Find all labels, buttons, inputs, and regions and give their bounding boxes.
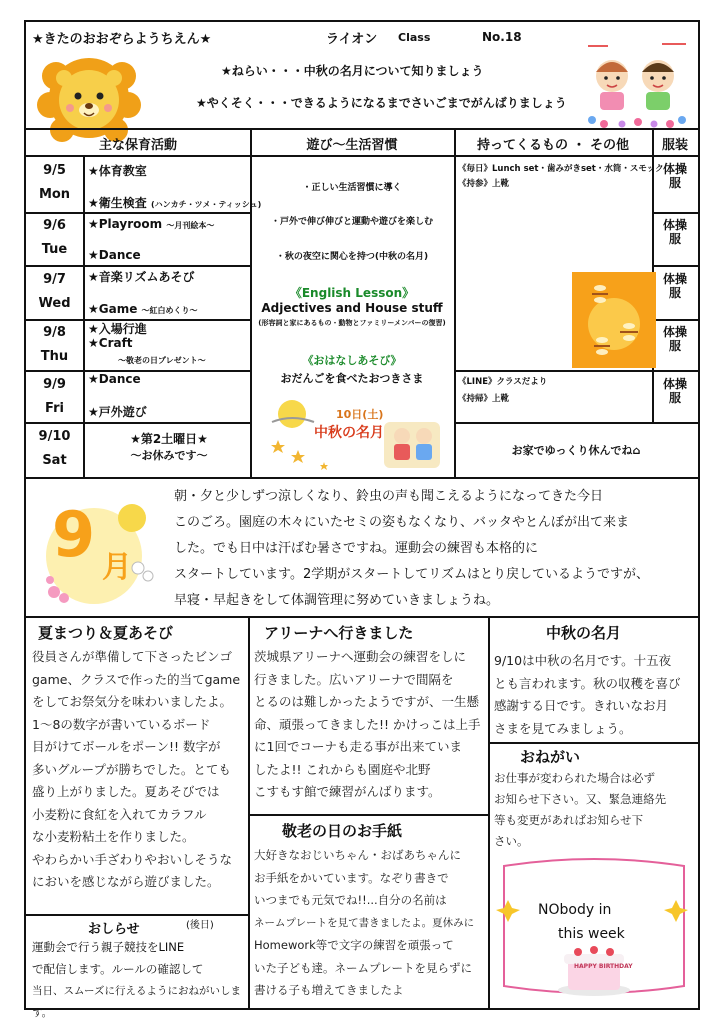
activity-mon-1: ★体育教室 [88, 164, 147, 178]
habit-1: ・正しい生活習慣に導く [302, 183, 402, 193]
school-name: ★きたのおおぞらようちえん★ [32, 32, 212, 47]
cake-text: HAPPY BIRTHDAY [574, 963, 633, 970]
clothes-fri: 体操服 [662, 377, 687, 405]
moon-section-text: 9/10は中秋の名月です。十五夜 とも言われます。秋の収穫を喜び 感謝する日です。きれいなお月 さまを見てみましょう。 [494, 653, 681, 736]
activity-tue-2: ★Dance [88, 248, 141, 262]
moon-date: 10日(土) [336, 408, 384, 421]
activity-fri-2: ★戸外遊び [88, 405, 147, 419]
activity-thu-1: ★入場行進 [88, 322, 147, 336]
belongings-fri-1: 《LINE》クラスだより [458, 377, 548, 387]
english-lesson-note: (形容詞と家にあるもの・動物とファミリーメンバーの復習) [258, 319, 446, 327]
day-cell-tue: 9/6 Tue [41, 218, 68, 257]
arena-text: 茨城県アリーナへ運動会の練習をしに 行きました。広いアリーナで間隔を とるのは難しかったようですが、一生懸 命、頑張ってきました!! かけっこは上手 に1回でコーナも走る事が出来ていま したよ!! これからも園庭や北野 こすもす館で練習がんばります。 [254, 649, 481, 799]
notice-tag: (後日) [186, 920, 214, 931]
activity-wed-1: ★音楽リズムあそび [88, 270, 195, 284]
notice-text: 運動会で行う親子競技をLINE で配信します。ルールの確認して 当日、スムーズに行えるようにおねがいします。 [32, 940, 241, 1019]
english-lesson-topic: Adjectives and House stuff [261, 301, 443, 315]
day-cell-mon: 9/5 Mon [38, 163, 71, 202]
notice-title: おしらせ [88, 922, 140, 937]
day-cell-wed: 9/7 Wed [38, 272, 71, 311]
activity-thu-2-note: ～敬老の日プレゼント～ [118, 356, 206, 365]
belongings-mon-1: 《毎日》Lunch set・歯みがきset・水筒・スモック [458, 164, 664, 174]
clothes-thu: 体操服 [662, 325, 687, 353]
aim-text: ★ねらい・・・中秋の名月について知りましょう [221, 64, 484, 78]
header-main-activities: 主な保育活動 [98, 138, 177, 153]
activity-sat: ★第2土曜日★ ～お休みです～ [130, 432, 208, 462]
activity-mon-2: ★衛生検査 (ハンカチ・ツメ・ティッシュ) [88, 196, 262, 210]
table-header-line [26, 155, 698, 157]
september-message: 朝・夕と少しずつ涼しくなり、鈴虫の声も聞こえるようになってきた今日 このごろ。園庭の木々にいたセミの姿もなくなり、バッタやとんぼが出て来ま した。でも日中は汗ばむ暑さですね。運動会の練習も本格的に スタートしています。2学期がスタートしてリズムはとり戻しているようですが、 早寝・早起きをして体調管理に努めていきましょうね。 [174, 489, 649, 608]
class-name: ライオン [326, 32, 378, 47]
issue-number: No.18 [482, 30, 522, 44]
activity-wed-2: ★Game ～紅白めくり～ [88, 302, 198, 316]
arena-title: アリーナへ行きました [264, 624, 414, 642]
belongings-sat: お家でゆっくり休んでね⌂ [511, 444, 641, 457]
habit-2: ・戸外で伸び伸びと運動や遊びを楽しむ [270, 217, 433, 227]
habit-3: ・秋の夜空に関心を持つ(中秋の名月) [275, 252, 429, 262]
english-lesson-title: 《English Lesson》 [289, 286, 415, 300]
moon-section-title: 中秋の名月 [546, 624, 622, 642]
birthday-line-2: this week [558, 926, 625, 942]
story-title: 《おはなしあそび》 [302, 354, 402, 367]
activity-fri-1: ★Dance [88, 372, 141, 386]
table-bottom-line [26, 477, 698, 479]
september-badge-unit: 月 [102, 550, 132, 585]
story-book: おだんごを食べたおつきさま [280, 372, 424, 385]
class-label: Class [398, 31, 431, 44]
request-title: おねがい [520, 748, 581, 766]
day-cell-sat: 9/10 Sat [38, 429, 71, 468]
promise-text: ★やくそく・・・できるようになるまでさいごまでがんばりましょう [196, 96, 567, 110]
september-badge-number: 9 [52, 498, 96, 571]
moon-name: 中秋の名月 [314, 425, 384, 441]
activity-thu-2: ★Craft [88, 336, 133, 350]
request-text: お仕事が変わられた場合は必ず お知らせ下さい。又、緊急連絡先 等も変更があればお知らせ下 さい。 [494, 771, 667, 848]
children-illustration [582, 36, 698, 132]
header-belongings: 持ってくるもの ・ その他 [476, 138, 630, 153]
activity-tue-1: ★Playroom ～月刊絵本～ [88, 217, 215, 231]
clothes-mon: 体操服 [662, 162, 687, 190]
day-cell-thu: 9/8 Thu [40, 325, 69, 364]
header-play-habits: 遊び～生活習慣 [306, 138, 398, 153]
keiro-text: 大好きなおじいちゃん・おばあちゃんに お手紙をかいています。なぞり書きで いつまでも元気でね!!...自分の名前は ネームプレートを見て書きましたよ。夏休みに Homework等で文字の練習を頑張って いた子ども達。ネームプレートを見らずに 書ける子も増えてきましたよ [254, 848, 475, 997]
belongings-mon-2: 《持参》上靴 [458, 179, 510, 189]
clothes-wed: 体操服 [662, 272, 687, 300]
summer-text: 役員さんが準備して下さったビンゴ game、クラスで作った的当てgame をしてお祭気分を味わいましたよ。 1～8の数字が書いているボード 目がけてボールをポーン!! 数字が 多いグループが勝ちでした。とても 盛り上がりました。夏あそびでは 小麦粉に食紅を入れてカラフル な小麦粉粘土を作りました。 やわらかい手ざわりやおいしそうな においを感じながら遊びました。 [32, 649, 241, 889]
dragonfly-illustration [572, 272, 656, 368]
header-clothes: 服装 [661, 138, 688, 153]
clothes-tue: 体操服 [662, 218, 687, 246]
keiro-title: 敬老の日のお手紙 [282, 822, 403, 840]
belongings-fri-2: 《持帰》上靴 [458, 394, 510, 404]
birthday-line-1: NObody in [538, 902, 612, 918]
day-cell-fri: 9/9 Fri [43, 377, 66, 416]
newsletter-page [24, 20, 700, 1019]
summer-title: 夏まつり＆夏あそび [38, 624, 174, 642]
table-top-line [26, 128, 698, 130]
